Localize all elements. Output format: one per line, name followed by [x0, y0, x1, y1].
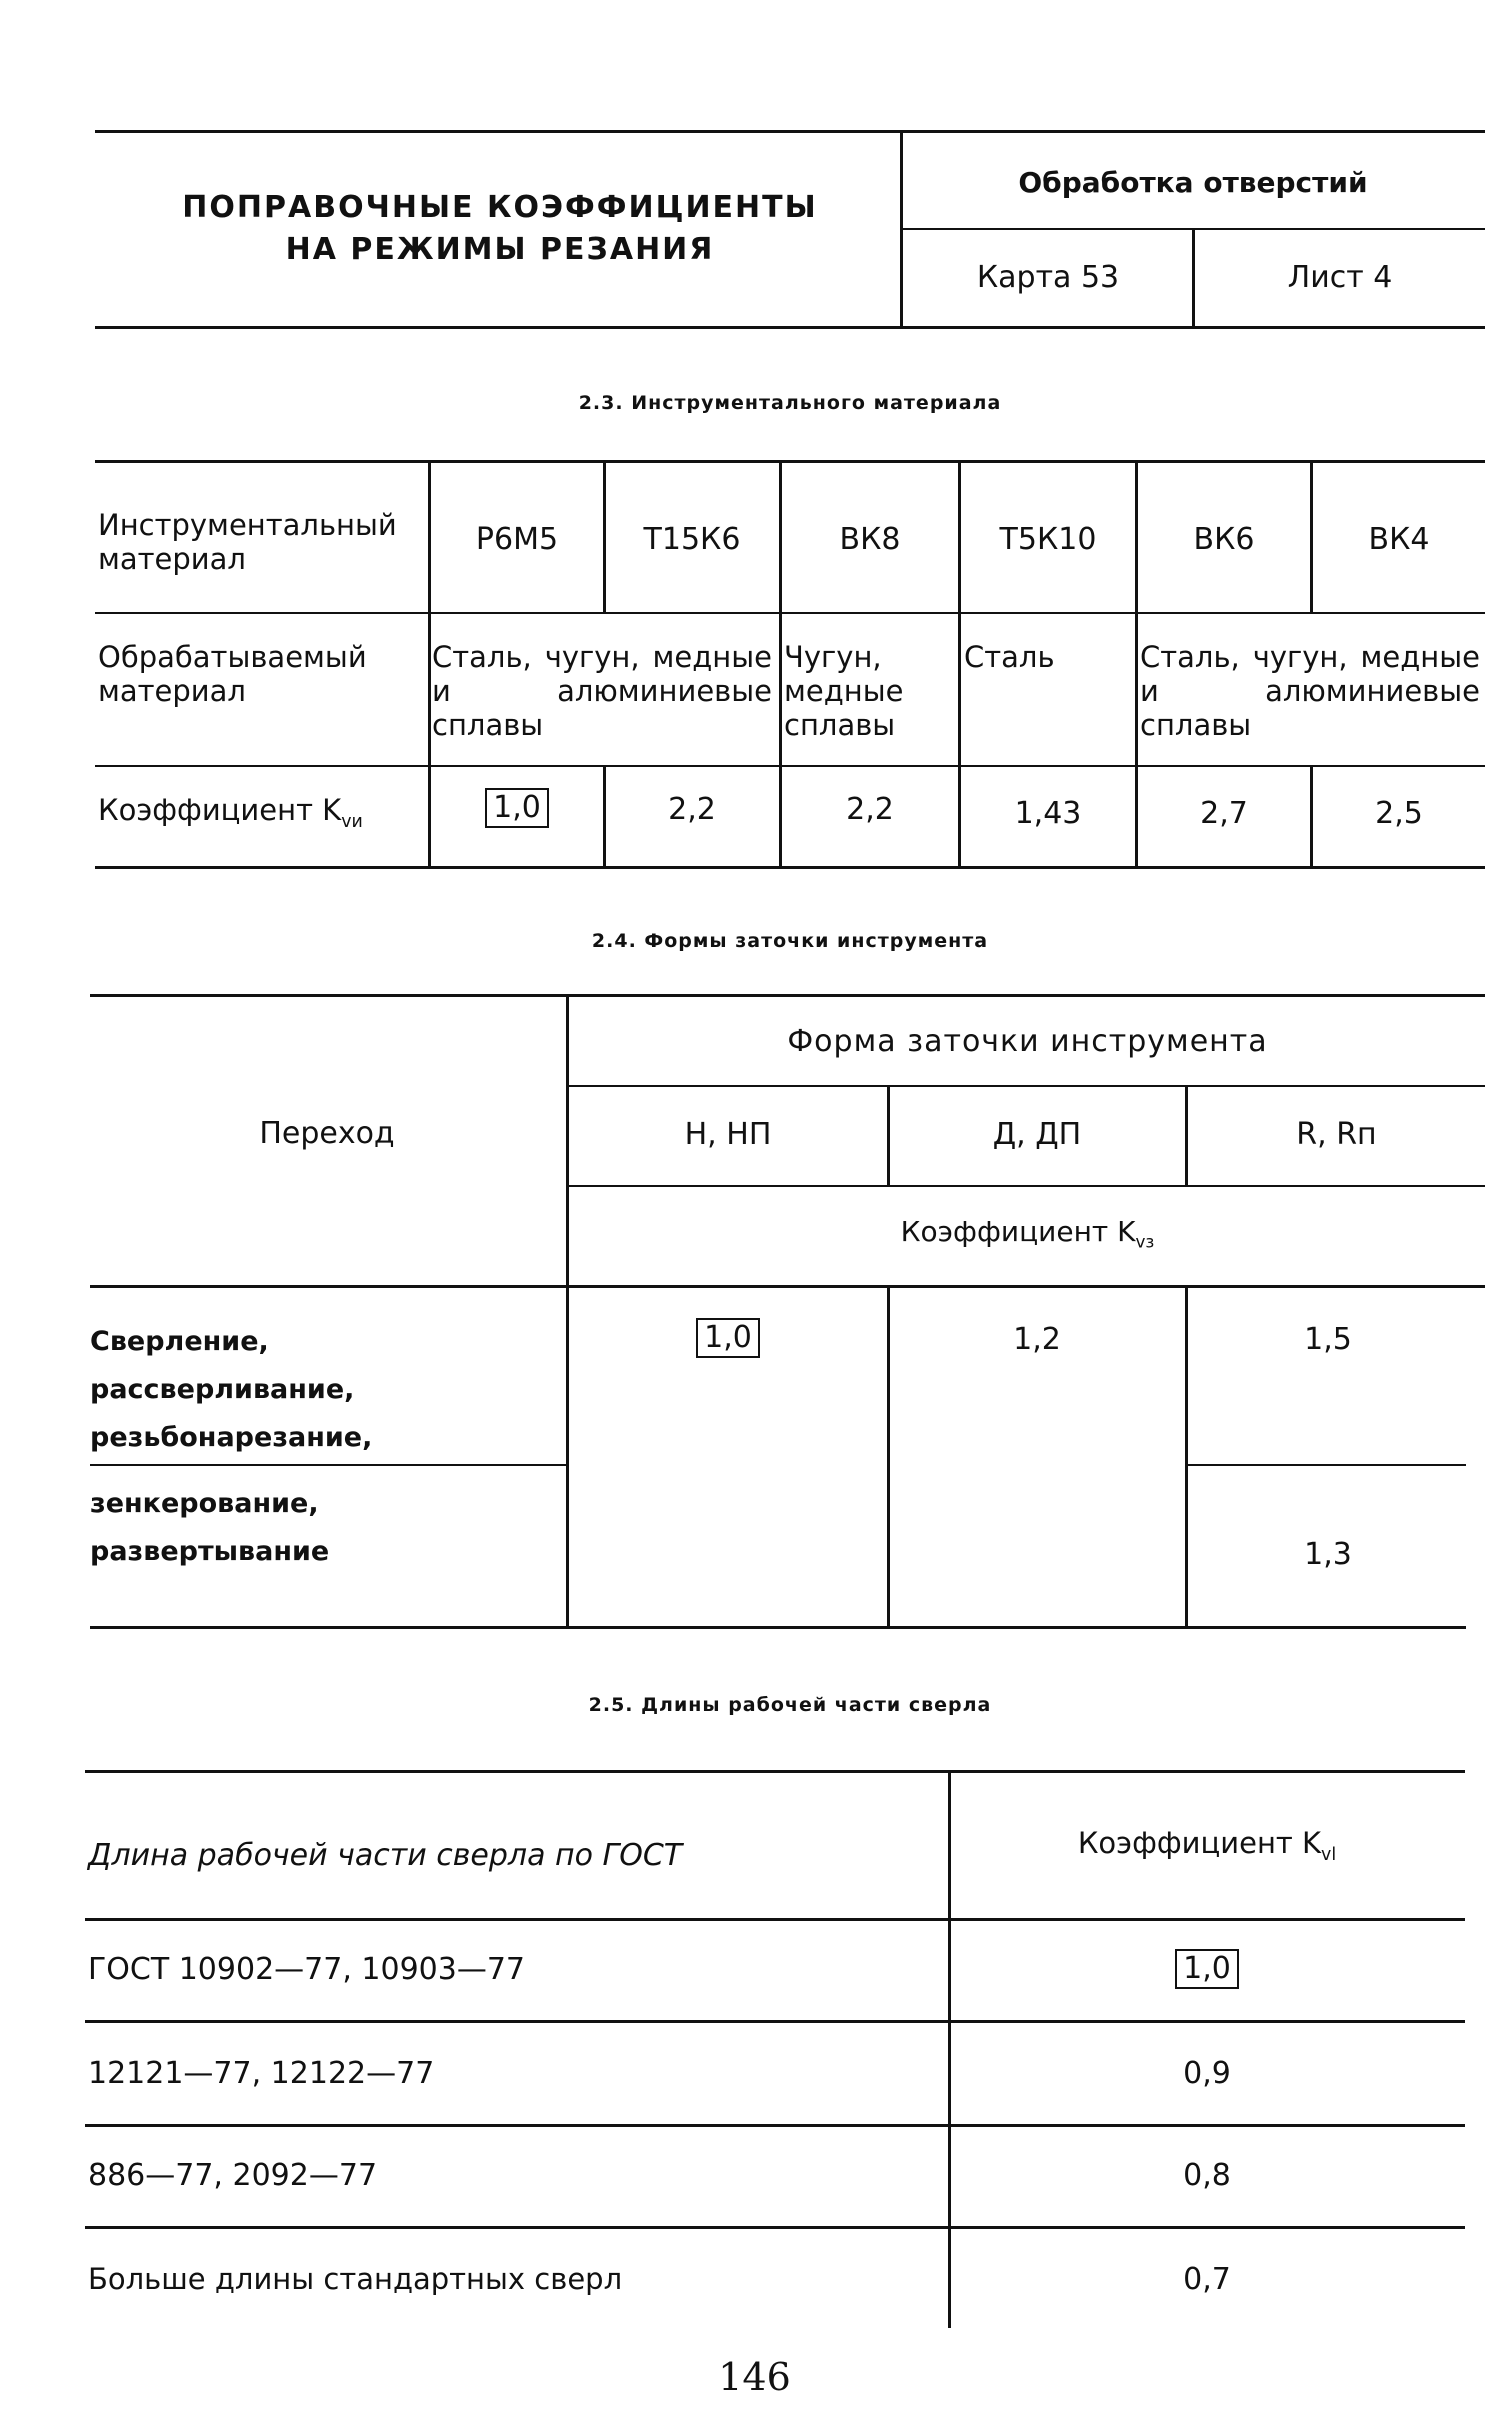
- form-r-rp: R, Rп: [1296, 1117, 1377, 1152]
- row-label-workpiece-material: Обрабатываемый материал: [98, 640, 367, 708]
- coef-vk4: 2,5: [1375, 796, 1423, 831]
- gost-value-2: 0,9: [1183, 2056, 1231, 2091]
- shape-group-header: Форма заточки инструмента: [787, 1024, 1268, 1059]
- tool-t15k6: Т15К6: [643, 522, 741, 557]
- sheet-number: Лист 4: [1287, 260, 1393, 295]
- gost-value-4: 0,7: [1183, 2262, 1231, 2297]
- tool-vk4: ВК4: [1368, 522, 1430, 557]
- title-line-2: НА РЕЖИМЫ РЕЗАНИЯ: [285, 232, 715, 267]
- title-line-1: ПОПРАВОЧНЫЕ КОЭФФИЦИЕНТЫ: [182, 190, 818, 225]
- coef-vk6: 2,7: [1200, 796, 1248, 831]
- row-label-tool-material: Инструментальный материал: [98, 508, 397, 576]
- tool-vk6: ВК6: [1193, 522, 1255, 557]
- gost-row-2: 12121—77, 12122—77: [88, 2056, 435, 2091]
- material-group-2: Чугун, медные сплавы: [784, 640, 904, 742]
- table25-caption: 2.5. Длины рабочей части сверла: [588, 1694, 992, 1716]
- form-n-np: Н, НП: [684, 1117, 772, 1152]
- form-d-dp: Д, ДП: [992, 1117, 1082, 1152]
- material-group-1: Сталь, чугун, медные и алюминиевые сплавы: [432, 640, 772, 742]
- row-countersinking: зенкерование, развертывание: [90, 1488, 330, 1567]
- value-n-np: 1,0: [570, 1318, 886, 1358]
- coef-t15k6: 2,2: [668, 792, 716, 827]
- table23-caption: 2.3. Инструментального материала: [578, 392, 1002, 414]
- gost-row-3: 886—77, 2092—77: [88, 2158, 378, 2193]
- value-r-rp-countersink: 1,3: [1304, 1537, 1352, 1572]
- tool-r6m5: Р6М5: [475, 522, 559, 557]
- gost-row-4: Больше длины стандартных сверл: [88, 2262, 623, 2296]
- coef-t5k10: 1,43: [1014, 796, 1082, 831]
- coef-r6m5: 1,0: [432, 788, 602, 828]
- card-number: Карта 53: [976, 260, 1120, 295]
- tool-t5k10: Т5К10: [999, 522, 1097, 557]
- value-d-dp: 1,2: [1013, 1322, 1061, 1357]
- row-label-coefficient: Коэффициент $K_{vи}$: [98, 793, 363, 832]
- coef-kvz-header: Коэффициент $K_{vз}$: [900, 1215, 1155, 1252]
- material-group-3: Сталь: [964, 640, 1055, 674]
- value-r-rp: 1,5: [1304, 1322, 1352, 1357]
- coef-kvl-header: Коэффициент $K_{vl}$: [1077, 1826, 1337, 1865]
- material-group-4: Сталь, чугун, медные и алюминиевые сплавы: [1140, 640, 1480, 742]
- gost-value-1: 1,0: [952, 1949, 1462, 1989]
- section-title: Обработка отверстий: [1018, 166, 1368, 199]
- gost-row-1: ГОСТ 10902—77, 10903—77: [88, 1952, 526, 1987]
- coef-vk8: 2,2: [846, 792, 894, 827]
- length-header: Длина рабочей части сверла по ГОСТ: [88, 1838, 683, 1873]
- row-drilling: Сверление, рассверливание, резьбонарезание,: [90, 1326, 373, 1453]
- page-number: 146: [718, 2355, 791, 2399]
- table24-caption: 2.4. Формы заточки инструмента: [591, 930, 989, 952]
- tool-vk8: ВК8: [839, 522, 901, 557]
- gost-value-3: 0,8: [1183, 2158, 1231, 2193]
- transition-header: Переход: [259, 1116, 395, 1151]
